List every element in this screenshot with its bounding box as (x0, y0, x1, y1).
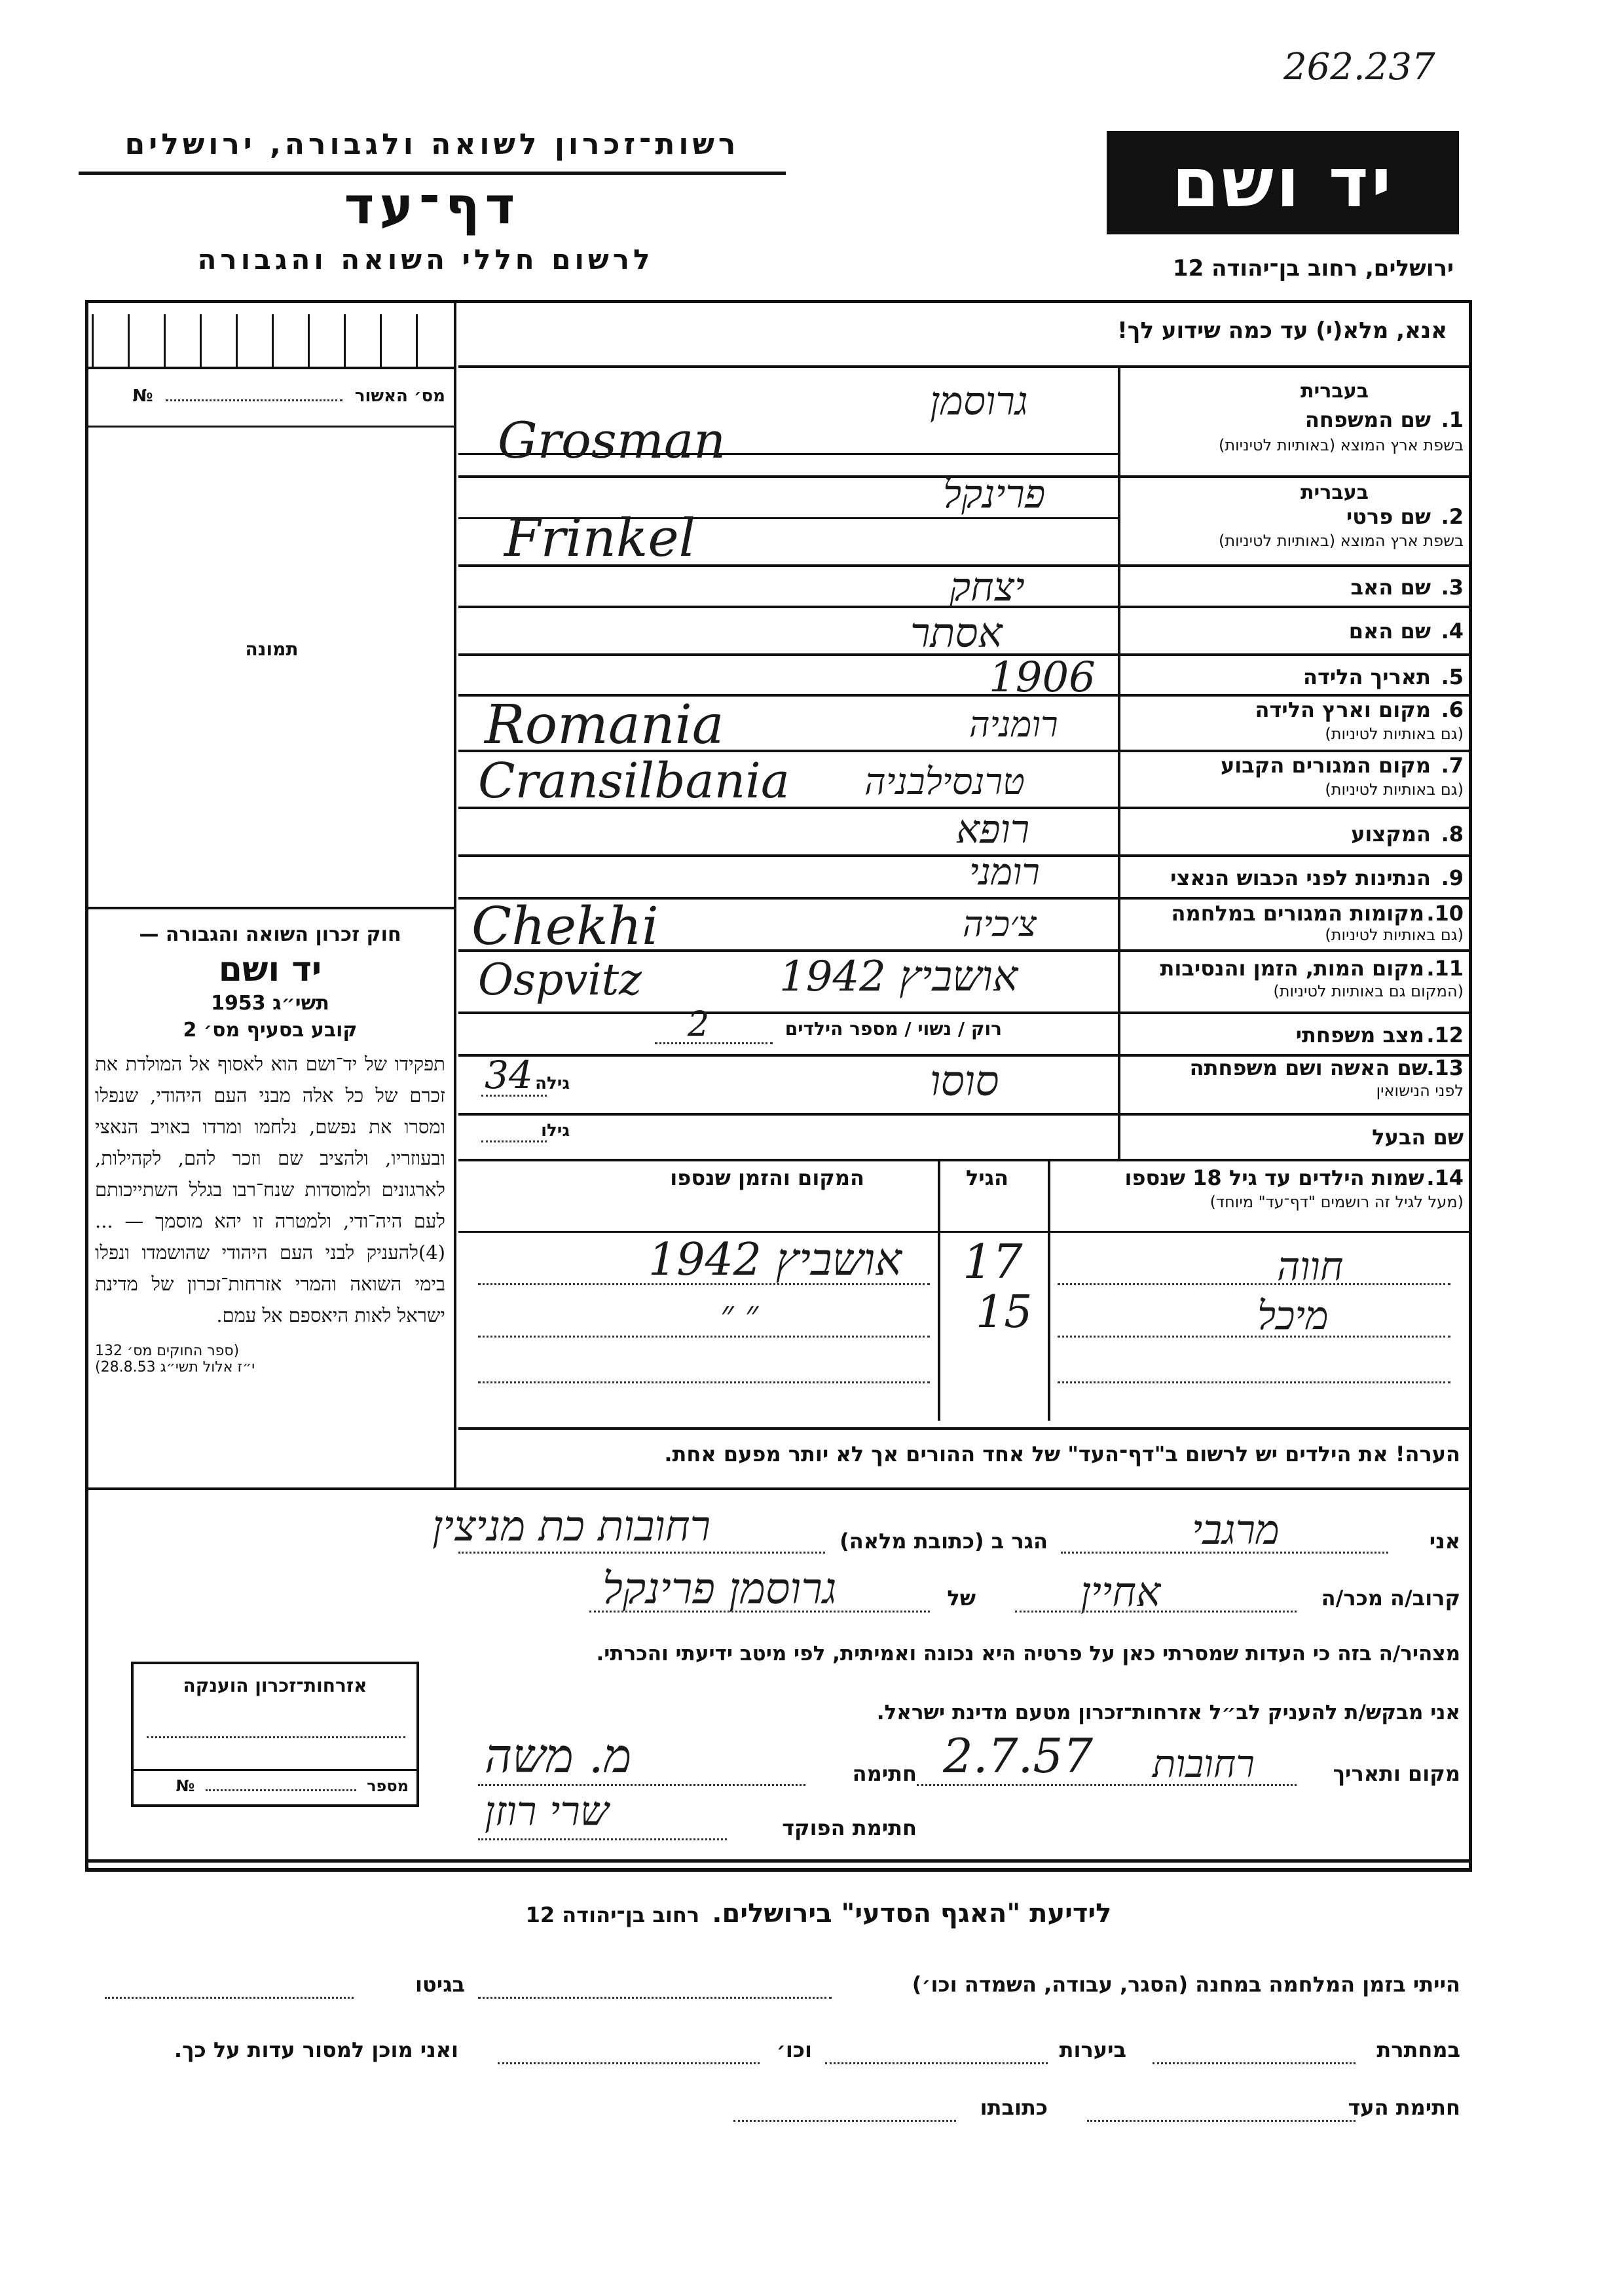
field-13-age-label: גילה (535, 1074, 570, 1093)
note-bottom-rule (85, 1487, 1472, 1490)
footer-ghetto: בגיטו (415, 1972, 465, 1997)
field-3-label: שם האב (1350, 575, 1431, 600)
field-4-hebrew: אסתר (910, 609, 1003, 657)
field-2-hebrew: פרינקל (943, 471, 1046, 517)
decl-of-label: של (947, 1586, 976, 1611)
law-block (95, 923, 445, 1376)
approval-rule (88, 426, 455, 428)
field-husband-label: שם הבעל (1372, 1125, 1464, 1150)
decl-address: רחובות כת מניצין (432, 1503, 711, 1551)
field-1-label: שם המשפחה (1304, 407, 1431, 432)
children-place-header: המקום והזמן שנספו (670, 1165, 864, 1190)
footer-double-rule-2 (85, 1870, 1472, 1872)
footer-heading-addr: רחוב בן־יהודה 12 (525, 1903, 700, 1927)
field-3-hebrew: יצחק (950, 564, 1025, 610)
note-text: הערה! את הילדים יש לרשום ב"דף־העד" של אחד ההורים אך לא יותר מפעם אחת. (664, 1442, 1460, 1467)
citizenship-number-row (140, 1777, 409, 1795)
decl-signature: מ. משה (485, 1728, 632, 1783)
child-line-1 (478, 1283, 930, 1285)
approval-label: מס׳ האשור (354, 386, 445, 406)
field-7-label: מקום המגורים הקבוע (1220, 753, 1431, 778)
field-2-latin: Frinkel (504, 507, 696, 568)
footer-forests: ביערות (1059, 2037, 1126, 2062)
citizenship-box (131, 1662, 419, 1807)
field-5-label: תאריך הלידה (1302, 665, 1431, 689)
field-7-num: 7. (1441, 753, 1464, 778)
law-clause: קובע בסעיף מס׳ 2 (183, 1019, 358, 1042)
child-1-name: חווה (1277, 1244, 1344, 1290)
child-2-name: מיכל (1257, 1293, 1329, 1339)
field-9-num: 9. (1441, 866, 1464, 890)
decl-officer-line (478, 1838, 727, 1840)
footer-witness-dots (1087, 2120, 1356, 2122)
field-12-children: 2 (688, 1005, 710, 1044)
decl-relation: אחיין (1080, 1568, 1161, 1616)
child-1-age: 17 (963, 1234, 1023, 1289)
field-13-age: 34 (485, 1053, 533, 1097)
form-subtitle: לרשום חללי השואה והגבורה (197, 244, 654, 276)
field-13-hebrew: סוסו (930, 1057, 999, 1106)
law-year: תשי״ג 1953 (211, 992, 329, 1015)
decl-place: רחובות (1153, 1741, 1255, 1786)
child-2-age: 15 (976, 1286, 1033, 1338)
children-header-rule (458, 1231, 1472, 1233)
child-line-3b (1058, 1381, 1450, 1383)
field-7-latin: Cransilbania (478, 753, 790, 809)
field-11-num: 11. (1426, 956, 1464, 981)
child-1-place: אושביץ 1942 (648, 1234, 902, 1286)
decl-statement: מצהיר/ה בזה כי העדות שמסרתי כאן על פרטיה היא נכונה ואמיתית, לפי מיטב ידיעתי והכרתי. (596, 1642, 1460, 1666)
husband-age-line (481, 1140, 547, 1142)
field-8-num: 8. (1441, 822, 1464, 847)
field-1-tag: בעברית (1301, 380, 1369, 403)
left-column-rule (454, 300, 456, 1488)
footer-etc: וכו׳ (776, 2037, 812, 2062)
footer-camp-line: הייתי בזמן המלחמה במחנה (הסגר, עבודה, השמדה וכו׳) (912, 1972, 1460, 1997)
citizenship-rule (134, 1769, 416, 1771)
field-6-sub: (גם באותיות לטיניות) (1325, 725, 1464, 743)
law-text: תפקידו של יד־ושם הוא לאסוף אל המולדת את זכרם של כל אלה מבני העם היהודי, שנפלו ומסרו את נפשם, נלחמו ומרדו באויב הנאצי ובעוזריו, ולהציב שם וזכר להם, לקהילות, לארגונים ולמוסדות שנח־רבו בגלל השתייכותם לעם היה־ודי, ולמטרה זו יהא מוסמך — ...(4)להעניק לבני העם היהודי שהושמדו ונפלו בימי השואה והמרי אזרחות־זכרון של מדינת ישראל לאות היאספם אל עמם. (95, 1053, 445, 1326)
citizenship-number-label: מספר (367, 1777, 409, 1795)
field-8-hebrew: רופא (956, 807, 1030, 852)
field-9-hebrew: רומני (969, 851, 1040, 894)
field-5-hebrew: 1906 (989, 653, 1096, 702)
field-2-tag: בעברית (1301, 481, 1369, 504)
footer-underground: במחתרת (1376, 2037, 1460, 2062)
field-husband-age-label: גילו (541, 1121, 570, 1140)
field-6-num: 6. (1441, 697, 1464, 722)
org-name: רשות־זכרון לשואה ולגבורה, ירושלים (124, 128, 740, 161)
field-12-options: רוק / נשוי / מספר הילדים (784, 1018, 1002, 1040)
field-1-hebrew: גרוסמן (930, 378, 1028, 424)
rule-14 (458, 1159, 1472, 1161)
field-7-sub: (גם באותיות לטיניות) (1325, 780, 1464, 799)
decl-relation-line (1015, 1611, 1297, 1613)
law-title: חוק זכרון השואה והגבורה — (139, 923, 401, 946)
rule-11 (458, 1011, 1472, 1014)
field-6-latin: Romania (485, 694, 724, 756)
photo-label: תמונה (245, 638, 299, 660)
rule-13 (458, 1113, 1472, 1116)
child-line-2b (1058, 1336, 1450, 1338)
decl-request: אני מבקש/ת להעניק לב״ל אזרחות־זכרון מטעם מדינת ישראל. (876, 1701, 1460, 1724)
footer-heading-row (458, 1899, 1179, 1929)
child-2-place: ״ ״ (720, 1293, 759, 1334)
archive-number: 262.237 (1283, 46, 1435, 88)
logo-text: יד ושם (1172, 143, 1394, 223)
field-2-label: שם פרטי (1346, 504, 1431, 529)
tick-rule (88, 367, 455, 369)
child-line-3 (478, 1381, 930, 1383)
footer-witness-sig: חתימת העד (1348, 2095, 1460, 2120)
field-3-num: 3. (1441, 575, 1464, 600)
citizenship-title: אזרחות־זכרון הוענקה (183, 1675, 367, 1696)
intro-rule (458, 365, 1472, 368)
decl-i-label: אני (1429, 1529, 1460, 1554)
children-title: שמות הילדים עד גיל 18 שנספו (1124, 1165, 1424, 1190)
field-12-num: 12. (1426, 1023, 1464, 1048)
footer-ready: ואני מוכן למסור עדות על כך. (174, 2037, 458, 2062)
field-5-num: 5. (1441, 665, 1464, 689)
field-10-latin: Chekhi (471, 896, 659, 957)
decl-officer-signature: שרי רוזן (485, 1787, 609, 1835)
field-11-sub: (המקום גם באותיות לטיניות) (1273, 982, 1464, 1000)
decl-declarant-line (1061, 1552, 1388, 1554)
field-1-sub: בשפת ארץ המוצא (באותיות לטיניות) (1219, 436, 1464, 454)
children-col-rule-2 (938, 1159, 940, 1421)
child-line-2 (478, 1336, 930, 1338)
footer-address-label: כתובתו (980, 2095, 1048, 2120)
children-subtitle: (מעל לגיל זה רושמים "דף־עד" מיוחד) (1209, 1193, 1464, 1211)
tick-box (92, 314, 452, 367)
field-11-label: מקום המות, הזמן והנסיבות (1160, 956, 1424, 981)
field-11-hebrew: אושביץ 1942 (779, 953, 1018, 1001)
field-7-hebrew: טרנסילבניה (864, 761, 1025, 803)
decl-address-line (458, 1552, 825, 1554)
approval-no: № (132, 386, 153, 406)
field-2-num: 2. (1441, 504, 1464, 529)
field-1-latin: Grosman (498, 411, 726, 469)
field-10-hebrew: צ׳כיה (963, 903, 1037, 945)
decl-resides-label: הגר ב (כתובת מלאה) (840, 1529, 1048, 1554)
approval-row (105, 386, 445, 406)
rule-8 (458, 854, 1472, 857)
org-underline (79, 172, 786, 175)
field-9-label: הנתינות לפני הכבוש הנאצי (1170, 866, 1431, 890)
decl-officer-label: חתימת הפוקד (782, 1815, 917, 1840)
citizenship-no: № (175, 1777, 195, 1795)
decl-relative-label: קרוב/ה מכר/ה (1321, 1586, 1460, 1611)
decl-signature-line (478, 1784, 805, 1786)
field-8-label: המקצוע (1351, 822, 1431, 847)
field-6-label: מקום וארץ הלידה (1255, 697, 1431, 722)
child-line-1b (1058, 1283, 1450, 1285)
citizenship-line-1 (147, 1736, 405, 1738)
law-source: (ספר החוקים מס׳ 132 (95, 1343, 240, 1359)
field-4-label: שם האם (1348, 619, 1431, 644)
field-2-sub: בשפת ארץ המוצא (באותיות לטיניות) (1219, 532, 1464, 550)
decl-place-date-label: מקום ותאריך (1333, 1761, 1460, 1786)
decl-date: 2.7.57 (943, 1728, 1094, 1783)
field-13-num: 13. (1426, 1055, 1464, 1080)
children-count-line (655, 1042, 773, 1044)
field-13-sub: לפני הנישואין (1376, 1082, 1464, 1100)
footer-address-dots (733, 2120, 956, 2122)
address: ירושלים, רחוב בן־יהודה 12 (1172, 255, 1454, 282)
decl-of-line (589, 1611, 930, 1613)
decl-declarant: מרגבי (1192, 1506, 1280, 1554)
intro-text: אנא, מלא(י) עד כמה שידוע לך! (1117, 318, 1447, 344)
photo-rule (88, 907, 455, 909)
field-6-hebrew: רומניה (969, 704, 1058, 745)
decl-place-date-line (917, 1784, 1297, 1786)
decl-of-name: גרוסמן פרינקל (602, 1563, 837, 1614)
law-source-date: י״ז אלול תשי״ג 28.8.53) (95, 1359, 255, 1376)
form-title: דף־עד (344, 177, 521, 236)
logo (1107, 131, 1459, 234)
field-10-num: 10. (1426, 901, 1464, 926)
children-col-rule-1 (1048, 1159, 1050, 1421)
footer-forests-dots (825, 2062, 1048, 2064)
field-10-label: מקומות המגורים במלחמה (1171, 901, 1424, 926)
field-1-num: 1. (1441, 407, 1464, 432)
footer-camp-dots (478, 1997, 832, 1999)
field-10-sub: (גם באותיות לטיניות) (1325, 926, 1464, 944)
field-11-latin: Ospvitz (478, 955, 642, 1005)
age-line (481, 1095, 547, 1097)
children-num: 14. (1426, 1165, 1464, 1190)
label-column-rule (1118, 368, 1120, 1160)
footer-etc-dots (498, 2062, 760, 2064)
decl-signature-label: חתימה (852, 1761, 917, 1786)
children-age-header: הגיל (965, 1165, 1008, 1190)
footer-double-rule-1 (85, 1859, 1472, 1863)
footer-underground-dots (1153, 2062, 1356, 2064)
field-13-label: שם האשה ושם משפחתה (1189, 1055, 1428, 1080)
footer-ghetto-dots (105, 1997, 354, 1999)
note-top-rule (458, 1427, 1472, 1430)
field-4-num: 4. (1441, 619, 1464, 644)
field-12-label: מצב משפחתי (1295, 1023, 1424, 1048)
law-name: יד ושם (218, 950, 322, 989)
footer-heading: לידיעת "האגף הסדעי" בירושלים. (712, 1899, 1112, 1929)
